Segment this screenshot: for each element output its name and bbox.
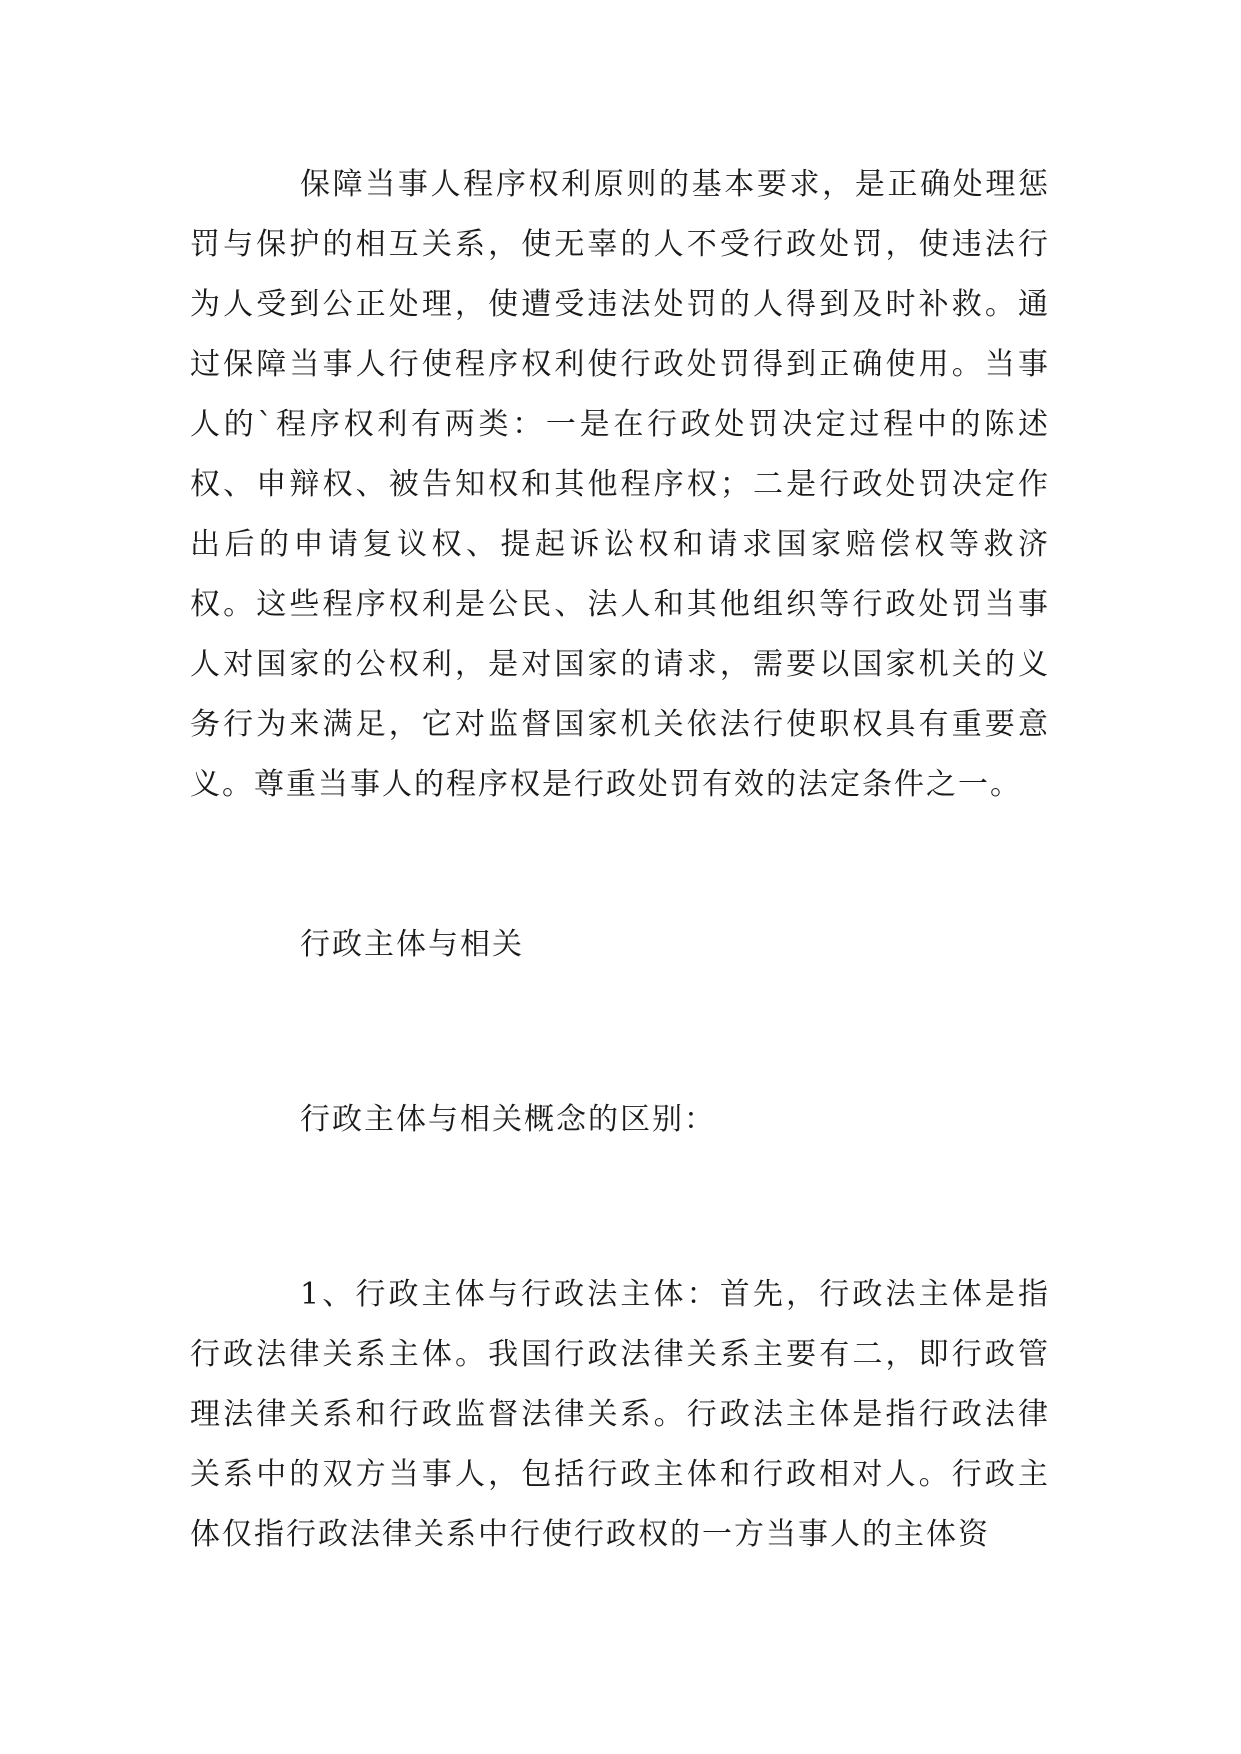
section-heading: 行政主体与相关 xyxy=(300,927,524,962)
section-subheading: 行政主体与相关概念的区别： xyxy=(300,1102,716,1137)
body-paragraph-administrative-subject: 1、行政主体与行政法主体：首先，行政法主体是指行政法律关系主体。我国行政法律关系主要有二，即行政管理法律关系和行政监督法律关系。行政法主体是指行政法律关系中的双方当事人，包括行政主体和行政相对人。行政主体仅指行政法律关系中行使行政权的一方当事人的主体资 xyxy=(190,1277,1050,1552)
body-paragraph-procedural-rights: 保障当事人程序权利原则的基本要求，是正确处理惩罚与保护的相互关系，使无辜的人不受行政处罚，使违法行为人受到公正处理，使遭受违法处罚的人得到及时补救。通过保障当事人行使程序权利使行政处罚得到正确使用。当事人的`程序权利有两类：一是在行政处罚决定过程中的陈述权、申辩权、被告知权和其他程序权；二是行政处罚决定作出后的申请复议权、提起诉讼权和请求国家赔偿权等救济权。这些程序权利是公民、法人和其他组织等行政处罚当事人对国家的公权利，是对国家的请求，需要以国家机关的义务行为来满足，它对监督国家机关依法行使职权具有重要意义。尊重当事人的程序权是行政处罚有效的法定条件之一。 xyxy=(190,167,1050,802)
